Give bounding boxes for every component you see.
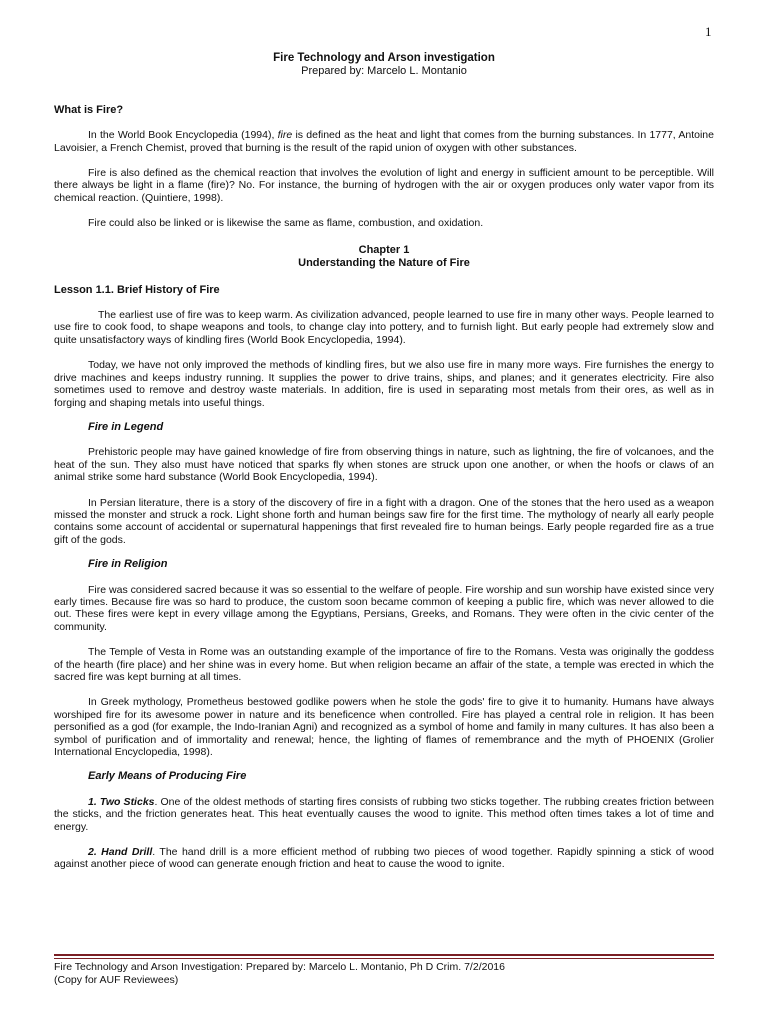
chapter-heading xyxy=(54,244,714,270)
chapter-title: Understanding the Nature of Fire xyxy=(298,256,470,269)
footer-line: Fire Technology and Arson Investigation: Prepared by: Marcelo L. Montanio, Ph D Crim. 7/2/2016 xyxy=(54,961,505,973)
list-item-text: . One of the oldest methods of starting fires consists of rubbing two sticks together. The rubbing creates friction between the sticks, and the friction generates heat. This heat eventually causes the wood to ignite. This method often times takes a lot of time and energy. xyxy=(54,795,714,833)
paragraph-text: In the World Book Encyclopedia (1994), xyxy=(88,129,278,142)
subheading-fire-in-legend: Fire in Legend xyxy=(88,420,164,433)
document-body xyxy=(54,52,714,871)
section-heading-what-is-fire: What is Fire? xyxy=(54,103,124,116)
document-author: Prepared by: Marcelo L. Montanio xyxy=(301,65,467,78)
paragraph: In Persian literature, there is a story of the discovery of fire in a fight with a dragon. One of the stones that the hero used as a weapon missed the monster and struck a rock. Light shone forth and human beings saw fire for the first time. The mythology of nearly all early people contains some account of accidental or supernatural happenings that first revealed fire to human beings. Early people regarded fire as a true gift of the gods. xyxy=(54,496,714,546)
list-item-lead: 1. Two Sticks xyxy=(88,795,155,808)
paragraph: In Greek mythology, Prometheus bestowed godlike powers when he stole the gods' fire to give it to humanity. Humans have always worshiped fire for its awesome power in nature and its beneficence when controlled. Fire has played a central role in religion. It has been personified as a god (for example, the Indo-Iranian Agni) and recognized as a symbol of home and family in many cultures. It has also been a symbol of purification and of immortality and renewal; hence, the lighting of flames of remembrance and the myth of PHOENIX (Grolier International Encyclopedia, 1998). xyxy=(54,696,714,759)
paragraph: Today, we have not only improved the methods of kindling fires, but we also use fire in many more ways. Fire furnishes the energy to drive machines and keeps industry running. It supplies the power to drive trains, ships, and planes; and it generates electricity. Fire also sometimes used to remove and destroy waste materials. In addition, fire is used in separating most metals from their ores, as well as in forging and shaping metals into useful things. xyxy=(54,359,714,409)
paragraph: Fire was considered sacred because it was so essential to the welfare of people. Fire worship and sun worship have existed since very early times. Because fire was so hard to produce, the custom soon became common of keeping a public fire, which was never allowed to die out. These fires were kept in every village among the Egyptians, Persians, Greeks, and Romans. They were often in the civic center of the community. xyxy=(54,583,714,633)
lesson-heading: Lesson 1.1. Brief History of Fire xyxy=(54,283,220,296)
paragraph xyxy=(54,129,714,154)
paragraph-text: is defined as the heat and light that comes from the burning substances. In 1777, Antoine Lavoisier, a French Chemist, proved that burning is the result of the rapid union of oxygen with other substances. xyxy=(54,129,714,154)
list-item xyxy=(54,846,714,871)
paragraph: The earliest use of fire was to keep warm. As civilization advanced, people learned to use fire in many other ways. People learned to use fire to cook food, to shape weapons and tools, to change clay into pottery, and to furnish light. But early people had extremely slow and quite unsatisfactory ways of kindling fires (World Book Encyclopedia, 1994). xyxy=(54,309,714,346)
page-number: 1 xyxy=(705,24,712,39)
paragraph: Fire is also defined as the chemical reaction that involves the evolution of light and energy in sufficient amount to be perceptible. Will there always be light in a flame (fire)? No. For instance, the burning of hydrogen with the air or oxygen produces only water vapor from its chemical reaction. (Quintiere, 1998). xyxy=(54,167,714,204)
paragraph: Prehistoric people may have gained knowledge of fire from observing things in nature, such as lightning, the fire of volcanoes, and the heat of the sun. They also must have noticed that sparks fly when stones are struck upon one another, or when the hoofs or claws of an animal strike some hard substance (World Book Encyclopedia, 1994). xyxy=(54,446,714,484)
footer-divider xyxy=(54,954,714,956)
list-item xyxy=(54,796,714,833)
footer-line: (Copy for AUF Reviewees) xyxy=(54,974,179,986)
chapter-number: Chapter 1 xyxy=(358,243,410,256)
term-fire: fire xyxy=(277,129,293,142)
paragraph: Fire could also be linked or is likewise the same as flame, combustion, and oxidation. xyxy=(88,217,484,230)
list-item-lead: 2. Hand Drill xyxy=(88,846,153,859)
document-title: Fire Technology and Arson investigation xyxy=(273,52,495,64)
page-footer xyxy=(54,961,714,987)
list-item-text: . The hand drill is a more efficient method of rubbing two pieces of wood together. Rapidly spinning a stick of wood against another piece of wood can generate enough friction and heat to cause the wood to ignite. xyxy=(54,846,715,871)
paragraph: The Temple of Vesta in Rome was an outstanding example of the importance of fire to the Romans. Vesta was originally the goddess of the hearth (fire place) and her shine was in every home. But when religion became an affair of the state, a temple was erected in which the sacred fire was kept burning at all times. xyxy=(54,646,714,683)
footer-divider xyxy=(54,958,714,959)
subheading-early-means: Early Means of Producing Fire xyxy=(88,770,247,783)
subheading-fire-in-religion: Fire in Religion xyxy=(88,558,168,571)
